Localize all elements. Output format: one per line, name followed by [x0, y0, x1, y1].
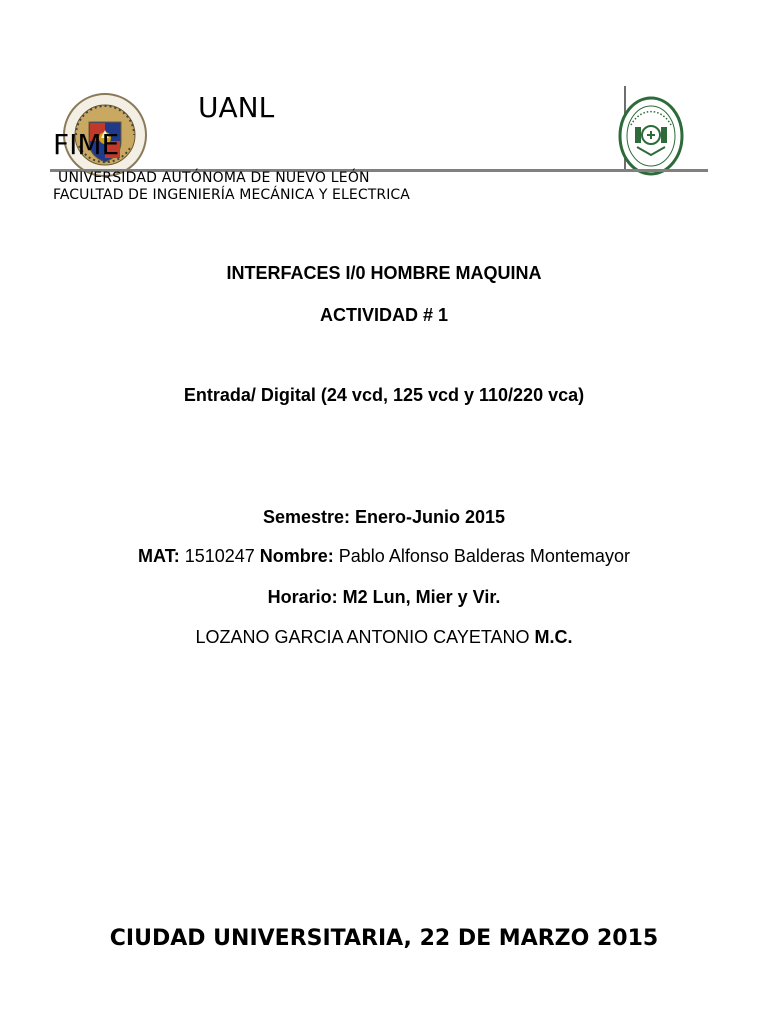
schedule-line: Horario: M2 Lun, Mier y Vir.	[267, 587, 501, 607]
topic-title: Entrada/ Digital (24 vcd, 125 vcd y 110/220 vca)	[183, 385, 585, 405]
teacher-line	[0, 627, 768, 648]
course-title: INTERFACES I/0 HOMBRE MAQUINA	[226, 263, 542, 283]
faculty-name: FACULTAD DE INGENIERÍA MECÁNICA Y ELECTRICA	[53, 187, 410, 203]
teacher-name: LOZANO GARCIA ANTONIO CAYETANO	[195, 627, 535, 647]
fime-seal-icon	[617, 95, 685, 177]
name-value: Pablo Alfonso Balderas Montemayor	[333, 546, 630, 566]
activity-title: ACTIVIDAD # 1	[319, 305, 449, 325]
teacher-title: M.C.	[534, 627, 573, 647]
mat-value: 1510247	[179, 546, 260, 566]
mat-label: MAT:	[138, 546, 180, 566]
place-date: CIUDAD UNIVERSITARIA, 22 DE MARZO 2015	[109, 926, 659, 951]
header-fime: FIME	[53, 128, 120, 161]
semester-line: Semestre: Enero-Junio 2015	[262, 507, 506, 527]
header-uanl: UANL	[198, 91, 275, 124]
student-line	[0, 546, 768, 567]
name-label: Nombre:	[259, 546, 334, 566]
university-name: UNIVERSIDAD AUTÓNOMA DE NUEVO LEÓN	[58, 170, 370, 186]
